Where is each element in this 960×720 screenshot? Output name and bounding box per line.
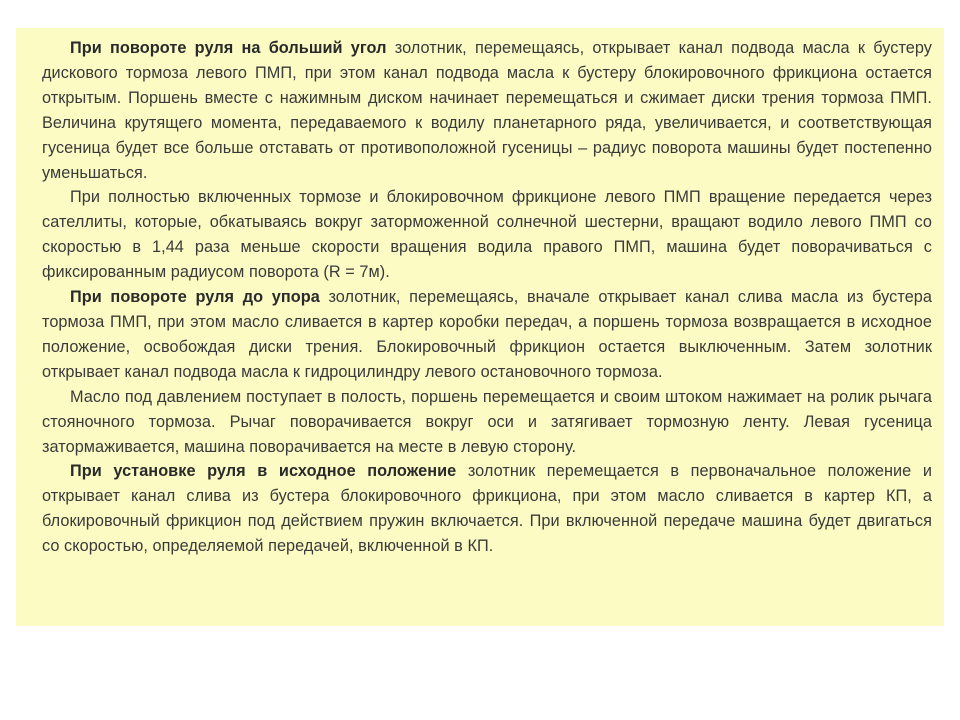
text-box [16, 28, 944, 626]
paragraph-5 [42, 459, 932, 559]
paragraph-2-text: При полностью включенных тормозе и блокировочном фрикционе левого ПМП вращение передается через сателлиты, которые, обкатываясь вокруг заторможенной солнечной шестерни, вращают водило левого ПМП со скоростью в 1,44 раза меньше скорости вращения водила правого ПМП, машина будет поворачиваться с фиксированным радиусом поворота (R = 7м). [42, 188, 932, 282]
paragraph-1-lead: При повороте руля на больший угол [70, 39, 387, 57]
paragraph-2 [42, 185, 932, 285]
paragraph-3-text: золотник, перемещаясь, вначале открывает канал слива масла из бустера тормоза ПМП, при этом масло сливается в картер коробки передач, а поршень тормоза возвращается в исходное положение, освобождая диски трения. Блокировочный фрикцион остается выключенным. Затем золотник открывает канал подвода масла к гидроцилиндру левого остановочного тормоза. [42, 288, 933, 381]
paragraph-4-text: Масло под давлением поступает в полость, поршень перемещается и своим штоком нажимает на ролик рычага стояночного тормоза. Рычаг поворачивается вокруг оси и затягивает тормозную ленту. Левая гусеница затормаживается, машина поворачивается на месте в левую сторону. [42, 387, 932, 456]
paragraph-3-lead: При повороте руля до упора [70, 288, 320, 307]
paragraph-5-text: золотник перемещается в первоначальное положение и открывает канал слива из бустера блокировочного фрикциона, при этом масло сливается в картер КП, а блокировочный фрикцион под действием пружин включается. При включенной передаче машина будет двигаться со скоростью, определяемой передачей, включенной в КП. [42, 462, 933, 556]
paragraph-1 [42, 36, 932, 185]
paragraph-3 [42, 285, 932, 385]
paragraph-5-lead: При установке руля в исходное положение [70, 462, 457, 481]
paragraph-4 [42, 385, 932, 460]
paragraph-1-text: золотник, перемещаясь, открывает канал подвода масла к бустеру дискового тормоза левого ПМП, при этом канал подвода масла к бустеру блокировочного фрикциона остается открытым. Поршень вместе с нажимным диском начинает перемещаться и сжимает диски трения тормоза ПМП. Величина крутящего момента, передаваемого к водилу планетарного ряда, увеличивается, и соответствующая гусеница будет все больше отставать от противоположной гусеницы – радиус поворота машины будет постепенно уменьшаться. [42, 39, 933, 182]
